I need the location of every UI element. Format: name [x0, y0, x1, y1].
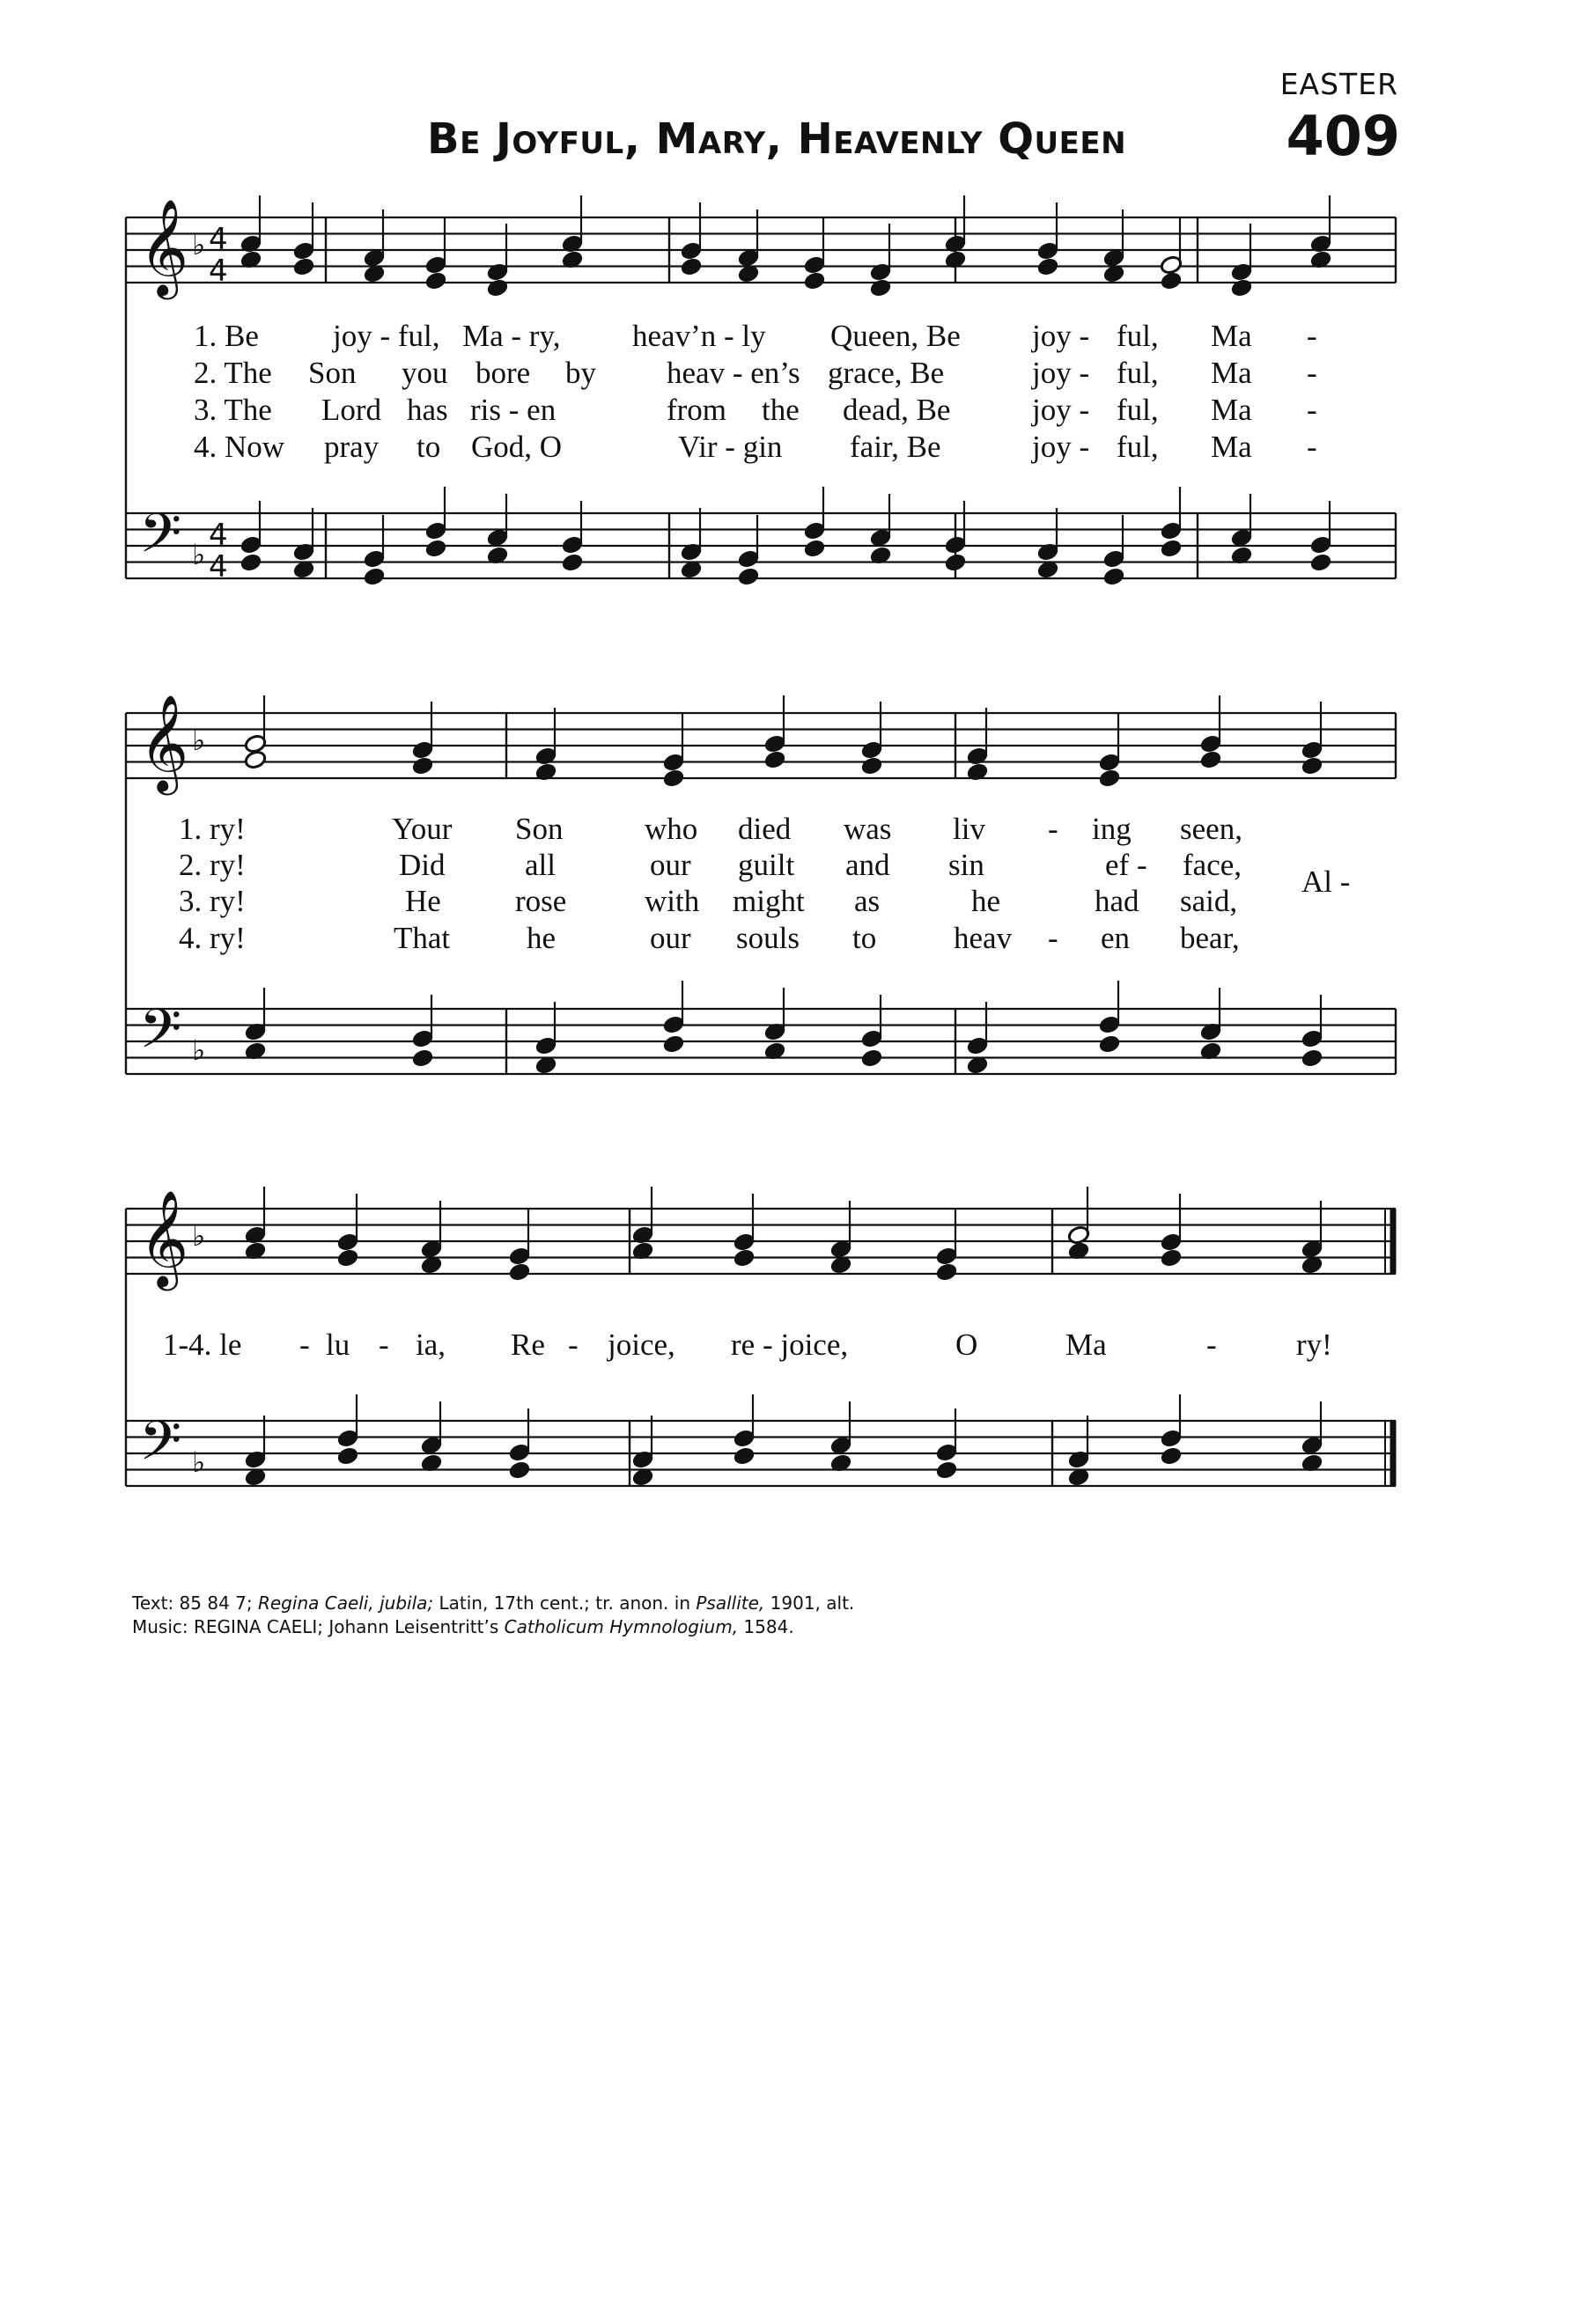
lyric: and	[845, 848, 890, 882]
hymn-number: 409	[1286, 104, 1400, 168]
notehead	[1301, 755, 1323, 776]
lyric: Did	[399, 848, 446, 882]
lyric: -	[1206, 1327, 1217, 1362]
lyric: He	[405, 884, 441, 918]
bass-clef: 𝄢	[139, 997, 182, 1074]
lyric: 1-4. le	[163, 1327, 242, 1362]
lyric: heav	[954, 921, 1013, 955]
bass-clef: 𝄢	[139, 501, 182, 578]
flat-key: ♭	[192, 1219, 206, 1253]
credit-part: 1584.	[738, 1616, 794, 1637]
flat-key: ♭	[192, 1033, 206, 1067]
music-credit	[132, 1615, 854, 1639]
lyric: bear,	[1180, 921, 1240, 955]
notehead	[411, 1048, 434, 1068]
lyric: ef -	[1105, 848, 1147, 882]
lyric: he	[971, 884, 1001, 918]
lyric: -	[1307, 430, 1317, 464]
notehead	[869, 277, 892, 298]
lyric: 3. ry!	[179, 884, 246, 918]
lyric: might	[733, 884, 805, 918]
treble-clef: 𝄞	[139, 199, 189, 296]
lyric: 4. Now	[194, 430, 285, 464]
flat-key: ♭	[192, 724, 206, 757]
lyric: ful,	[1117, 393, 1159, 427]
credit-part: 1901, alt.	[764, 1592, 855, 1614]
text-credit	[132, 1592, 854, 1615]
lyric: as	[854, 884, 881, 918]
lyric: bore	[476, 356, 531, 390]
flat-key: ♭	[192, 1445, 206, 1479]
notehead	[662, 1033, 685, 1054]
lyric: the	[762, 393, 800, 427]
credits	[132, 1592, 854, 1639]
lyric: he	[527, 921, 557, 955]
lyric: ful,	[1117, 319, 1159, 353]
lyric: joy - ful,	[333, 319, 440, 353]
notehead	[336, 1247, 359, 1268]
lyric: by	[565, 356, 596, 390]
lyric: Your	[392, 812, 453, 846]
notehead	[737, 566, 760, 586]
notehead	[803, 538, 826, 558]
lyric: said,	[1180, 884, 1238, 918]
notehead	[935, 1460, 958, 1480]
notehead	[1160, 538, 1183, 558]
credit-part: Music: REGINA CAELI; Johann Leisentritt’s	[132, 1616, 505, 1637]
lyric: our	[650, 848, 691, 882]
lyric: joy -	[1032, 356, 1090, 390]
lyric: O	[955, 1327, 978, 1362]
lyric: Re	[511, 1327, 545, 1362]
lyric: -	[299, 1327, 310, 1362]
lyric: -	[568, 1327, 579, 1362]
refrain-start: Al -	[1301, 864, 1351, 899]
notehead	[935, 1261, 958, 1282]
notehead	[1309, 552, 1332, 572]
treble-clef: 𝄞	[139, 1190, 189, 1287]
lyric: ful,	[1117, 356, 1159, 390]
lyric: souls	[736, 921, 800, 955]
lyric: That	[394, 921, 451, 955]
notehead	[424, 270, 447, 290]
lyric: 1. ry!	[179, 812, 246, 846]
lyric: 4. ry!	[179, 921, 246, 955]
lyric: Ma	[1211, 319, 1252, 353]
flat-key: ♭	[192, 228, 206, 261]
notehead	[1098, 1033, 1121, 1054]
lyric: God, O	[471, 430, 563, 464]
notehead	[1102, 566, 1125, 586]
lyric: 3. The	[194, 393, 272, 427]
notehead	[803, 270, 826, 290]
notehead	[1098, 768, 1121, 788]
notehead	[944, 552, 967, 572]
lyric: Son	[308, 356, 357, 390]
credit-title: Regina Caeli, jubila;	[257, 1592, 434, 1614]
notehead	[508, 1261, 531, 1282]
season-label: EASTER	[1279, 67, 1398, 101]
notehead	[1301, 1048, 1323, 1068]
lyric: joice,	[608, 1327, 675, 1362]
lyric: died	[738, 812, 792, 846]
lyric: seen,	[1180, 812, 1242, 846]
lyric: ful,	[1117, 430, 1159, 464]
time-signature: 4	[209, 549, 228, 585]
hymn-title: Be Joyful, Mary, Heavenly Queen	[427, 114, 1127, 164]
lyric: re - joice,	[731, 1327, 849, 1362]
lyric: ing	[1092, 812, 1132, 846]
notehead	[1160, 1445, 1183, 1466]
notehead	[363, 566, 386, 586]
lyric: to	[417, 430, 441, 464]
lyric: had	[1095, 884, 1139, 918]
lyric: ry!	[1296, 1327, 1332, 1362]
lyric: heav’n - ly	[632, 319, 766, 353]
notehead	[424, 538, 447, 558]
lyric: Ma	[1065, 1327, 1107, 1362]
lyric: grace, Be	[828, 356, 945, 390]
notehead	[733, 1445, 756, 1466]
lyric: Son	[515, 812, 564, 846]
notehead	[244, 749, 267, 769]
lyric: rose	[515, 884, 567, 918]
notehead	[1199, 749, 1222, 769]
lyric: 2. ry!	[179, 848, 246, 882]
lyric: Ma - ry,	[462, 319, 561, 353]
notehead	[1160, 270, 1183, 290]
lyric: our	[650, 921, 691, 955]
notehead	[1230, 277, 1253, 298]
lyric: -	[1307, 319, 1317, 353]
lyric: lu	[326, 1327, 350, 1362]
lyric: has	[407, 393, 448, 427]
lyric: sin	[948, 848, 984, 882]
notehead	[662, 768, 685, 788]
lyric: -	[1048, 812, 1058, 846]
lyric: pray	[324, 430, 380, 464]
lyric: was	[844, 812, 892, 846]
notehead	[860, 1048, 883, 1068]
notehead	[1036, 256, 1059, 276]
lyric: heav - en’s	[667, 356, 800, 390]
lyric: en	[1101, 921, 1131, 955]
lyric: ia,	[416, 1327, 446, 1362]
lyric: Ma	[1211, 356, 1252, 390]
notehead	[486, 277, 509, 298]
lyric: fair, Be	[850, 430, 941, 464]
lyric: to	[852, 921, 877, 955]
lyric: from	[667, 393, 727, 427]
lyric: dead, Be	[843, 393, 951, 427]
notehead	[763, 749, 786, 769]
time-signature: 4	[209, 518, 228, 553]
treble-clef: 𝄞	[139, 695, 189, 791]
time-signature: 4	[209, 254, 228, 289]
lyric: ris - en	[470, 393, 557, 427]
credit-title: Catholicum Hymnologium,	[504, 1616, 739, 1637]
lyric: Ma	[1211, 393, 1252, 427]
credit-part: Text: 85 84 7;	[132, 1592, 258, 1614]
lyric: -	[1307, 393, 1317, 427]
lyric: face,	[1183, 848, 1242, 882]
lyric: liv	[953, 812, 985, 846]
lyric: Lord	[321, 393, 382, 427]
bass-clef: 𝄢	[139, 1408, 182, 1486]
time-signature: 4	[209, 222, 228, 257]
lyric: with	[645, 884, 700, 918]
credit-title: Psallite,	[696, 1592, 765, 1614]
lyric: Vir - gin	[678, 430, 783, 464]
flat-key: ♭	[192, 538, 206, 571]
lyric: 2. The	[194, 356, 272, 390]
notehead	[680, 256, 703, 276]
lyric: joy -	[1032, 319, 1090, 353]
lyric: you	[402, 356, 448, 390]
notehead	[336, 1445, 359, 1466]
notehead	[1160, 1247, 1183, 1268]
lyric: -	[379, 1327, 389, 1362]
notehead	[411, 755, 434, 776]
notehead	[508, 1460, 531, 1480]
lyric: guilt	[738, 848, 795, 882]
lyric: -	[1048, 921, 1058, 955]
notehead	[292, 256, 315, 276]
lyric: Queen, Be	[830, 319, 961, 353]
notehead	[860, 755, 883, 776]
notehead	[733, 1247, 756, 1268]
notehead	[240, 552, 262, 572]
notehead	[561, 552, 584, 572]
lyric: who	[645, 812, 698, 846]
lyric: joy -	[1032, 430, 1090, 464]
lyric: Ma	[1211, 430, 1252, 464]
lyric: all	[525, 848, 556, 882]
credit-part: Latin, 17th cent.; tr. anon. in	[433, 1592, 697, 1614]
lyric: 1. Be	[194, 319, 259, 353]
lyric: -	[1307, 356, 1317, 390]
lyric: joy -	[1032, 393, 1090, 427]
